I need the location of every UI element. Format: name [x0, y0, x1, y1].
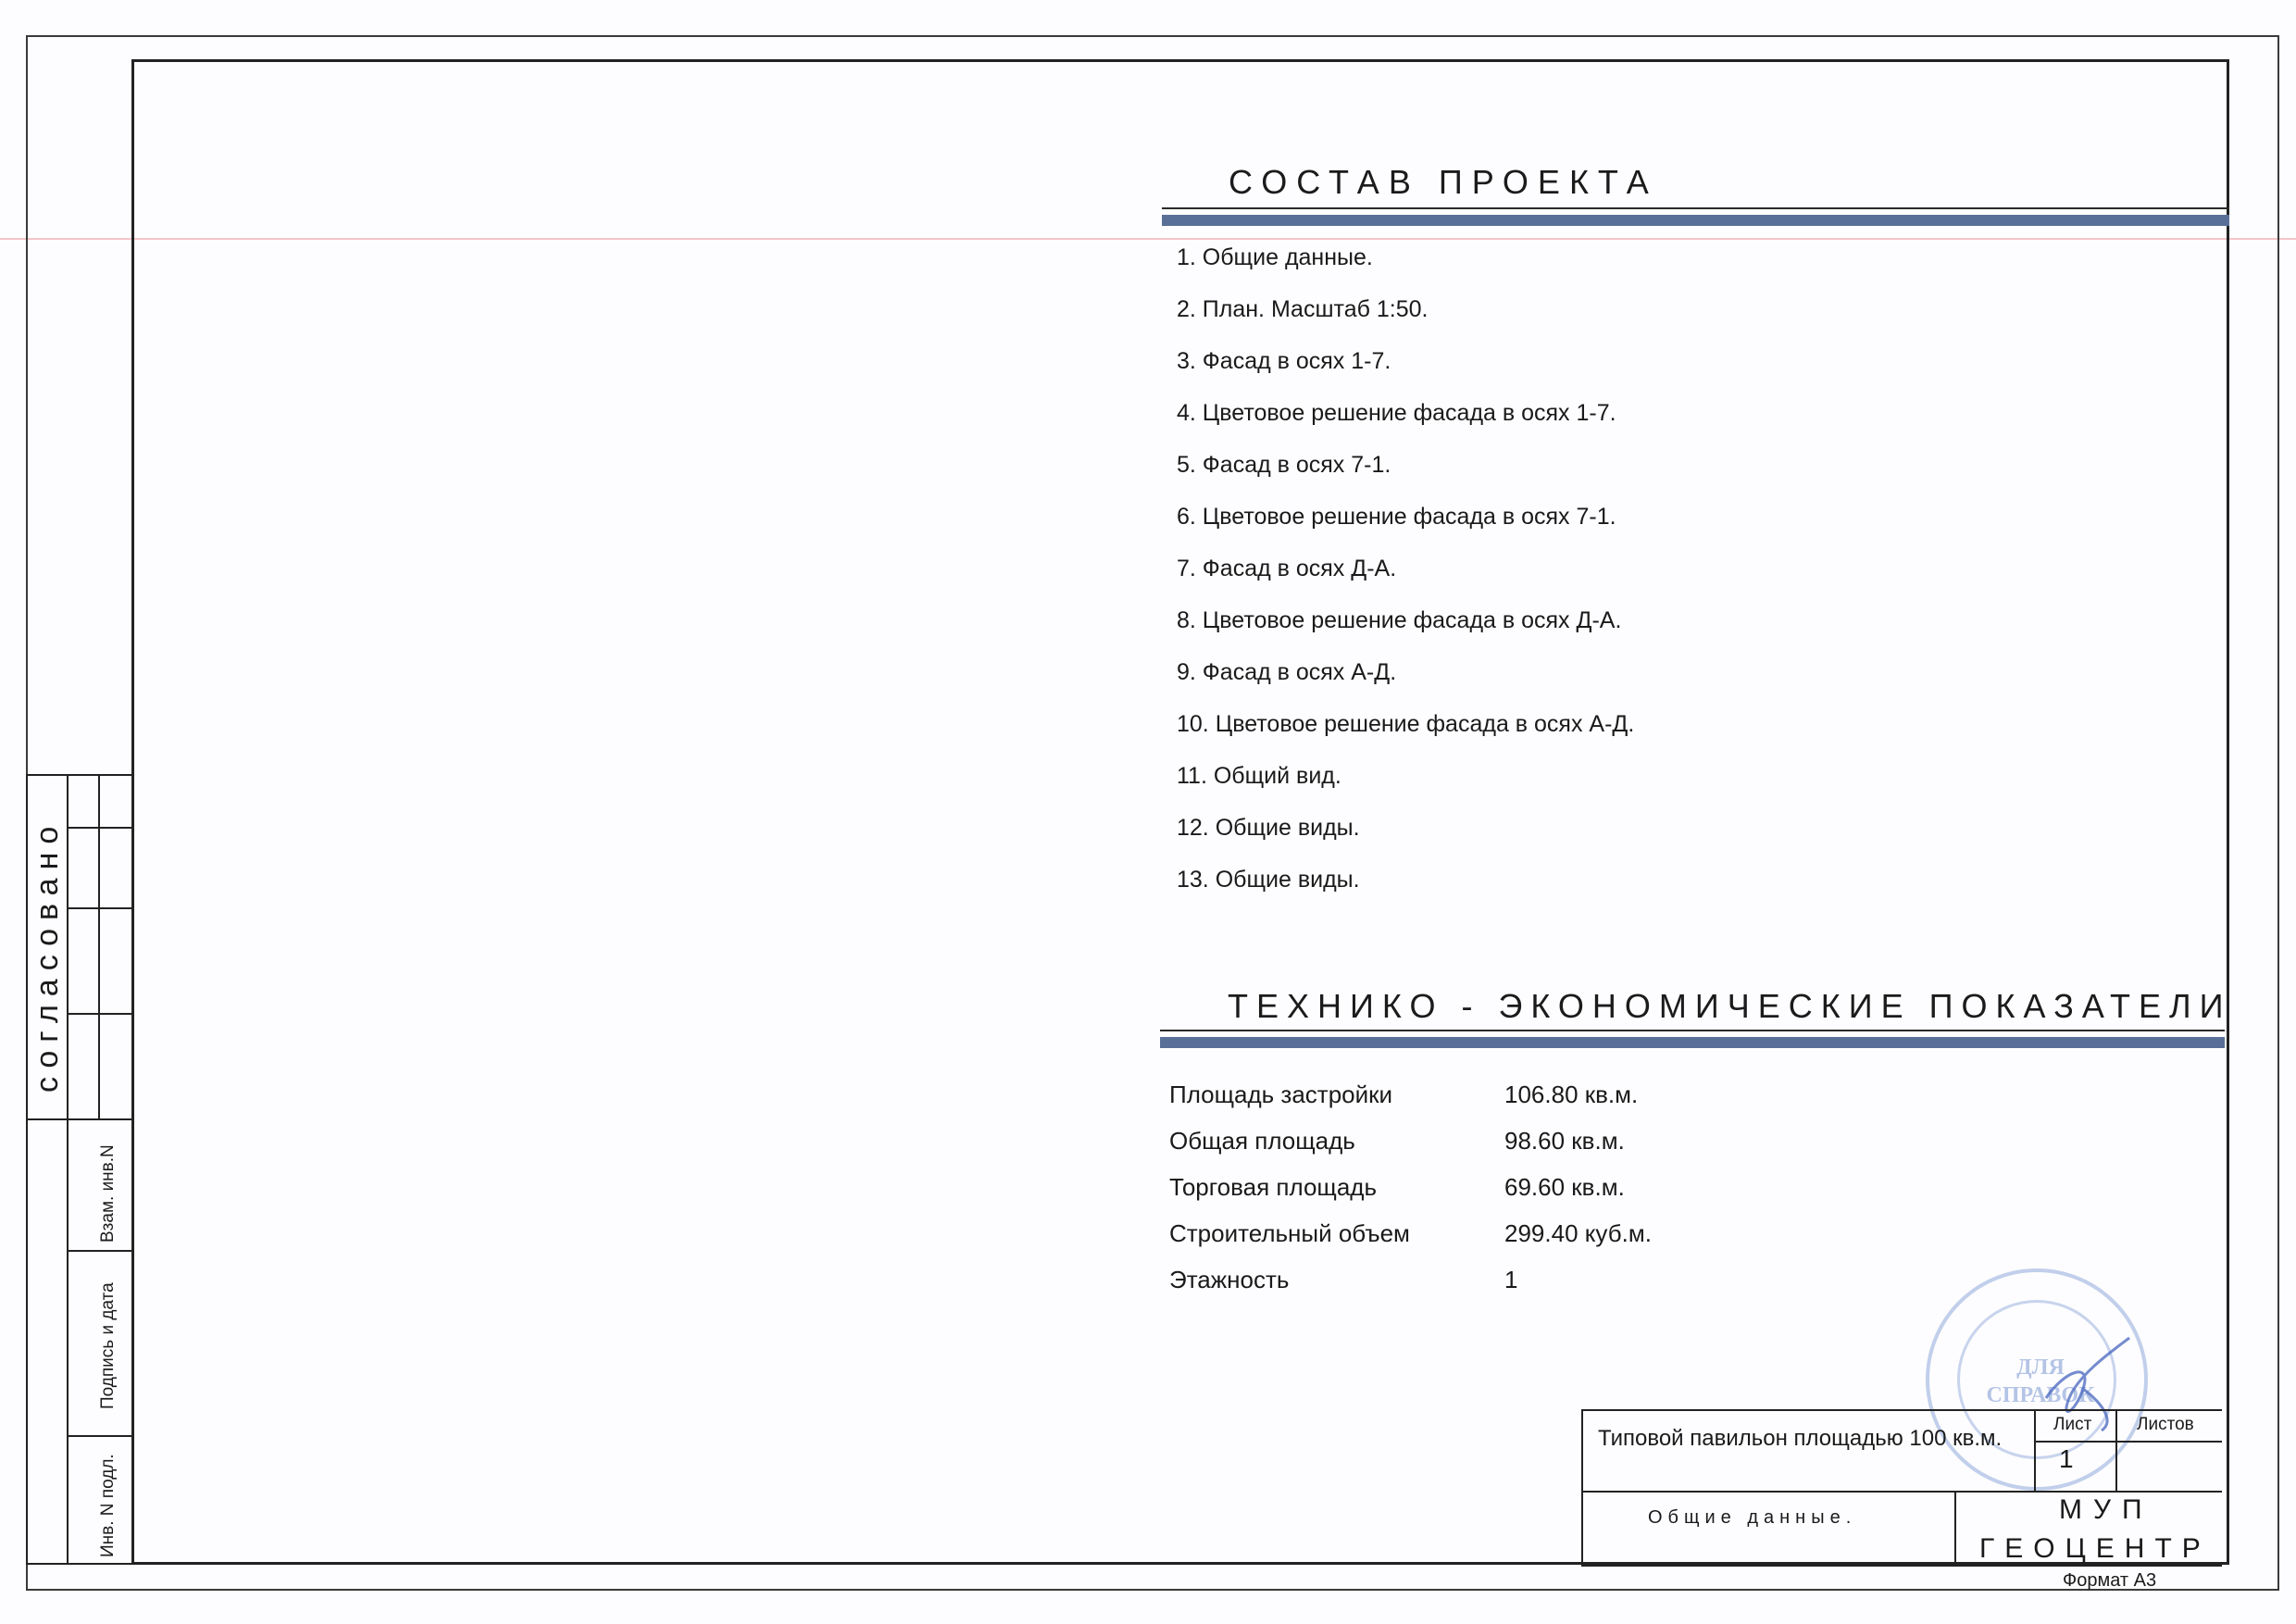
tb-left-line [1581, 1409, 1583, 1567]
composition-item: 1. Общие данные. [1177, 244, 1373, 270]
tb-sheet-divider [2034, 1409, 2036, 1491]
drawing-frame [131, 59, 2229, 1565]
composition-item: 5. Фасад в осях 7-1. [1177, 452, 1391, 478]
format-label: Формат А3 [2063, 1570, 2157, 1591]
inv-replace-label: Взам. инв.N [98, 1144, 118, 1243]
sheet-label: Лист [2053, 1415, 2092, 1434]
inv-original-label: Инв. N подл. [98, 1454, 118, 1557]
ls-col-line-1 [67, 774, 69, 1118]
ls-top-line [26, 774, 131, 776]
composition-item: 8. Цветовое решение фасада в осях Д-А. [1177, 607, 1622, 633]
indicator-value: 299.40 куб.м. [1504, 1219, 1652, 1247]
indicator-label: Этажность [1169, 1266, 1290, 1293]
composition-item: 7. Фасад в осях Д-А. [1177, 556, 1397, 581]
org-name-line2: ГЕОЦЕНТР [1979, 1533, 2211, 1564]
agreed-label: согласовано [30, 818, 65, 1093]
title-block [1581, 1409, 2222, 1567]
document-name: Общие данные. [1648, 1507, 1857, 1528]
indicator-value: 98.60 кв.м. [1504, 1127, 1625, 1155]
composition-item: 13. Общие виды. [1177, 867, 1360, 893]
tb-sheet-header-line [2034, 1441, 2222, 1443]
ls-col-line-3 [67, 1118, 69, 1565]
ls-row-line-3 [67, 1013, 131, 1015]
composition-item: 10. Цветовое решение фасада в осях А-Д. [1177, 711, 1635, 737]
indicator-label: Площадь застройки [1169, 1081, 1393, 1108]
composition-title: СОСТАВ ПРОЕКТА [1229, 163, 1658, 201]
seal-text: ДЛЯ СПРАВОК [1986, 1355, 2095, 1407]
composition-item: 4. Цветовое решение фасада в осях 1-7. [1177, 400, 1616, 426]
sheet-number: 1 [2059, 1444, 2074, 1473]
composition-title-rule [1162, 215, 2229, 226]
composition-item: 11. Общий вид. [1177, 763, 1341, 789]
ls-row-line-6 [67, 1435, 131, 1437]
composition-item: 3. Фасад в осях 1-7. [1177, 348, 1391, 374]
indicators-title-rule [1160, 1037, 2225, 1048]
sheets-label: Листов [2137, 1415, 2194, 1434]
indicator-value: 1 [1504, 1266, 1518, 1293]
indicator-label: Строительный объем [1169, 1219, 1410, 1247]
composition-item: 6. Цветовое решение фасада в осях 7-1. [1177, 504, 1616, 530]
left-approval-stamp [26, 774, 131, 1565]
tb-top-line [1581, 1409, 2222, 1411]
ls-row-line-1 [67, 827, 131, 829]
indicators-title: ТЕХНИКО - ЭКОНОМИЧЕСКИЕ ПОКАЗАТЕЛИ [1228, 987, 2232, 1025]
indicator-label: Торговая площадь [1169, 1173, 1377, 1201]
org-name-line1: МУП [2059, 1494, 2153, 1525]
tb-middle-line [1581, 1491, 2222, 1493]
ls-col-line-2 [98, 774, 100, 1118]
indicator-value: 69.60 кв.м. [1504, 1173, 1625, 1201]
indicators-title-line [1160, 1030, 2225, 1031]
composition-item: 2. План. Масштаб 1:50. [1177, 296, 1429, 322]
composition-item: 12. Общие виды. [1177, 815, 1360, 841]
project-name: Типовой павильон площадью 100 кв.м. [1598, 1426, 2003, 1451]
ls-left-line [26, 774, 28, 1565]
signature-date-label: Подпись и дата [98, 1282, 118, 1409]
indicator-label: Общая площадь [1169, 1127, 1355, 1155]
ls-row-line-5 [67, 1250, 131, 1252]
ls-bottom-line [26, 1563, 131, 1565]
ls-row-line-2 [67, 907, 131, 909]
tb-sheets-divider [2115, 1409, 2117, 1491]
tb-org-divider [1954, 1491, 1956, 1567]
tb-bottom-line [1581, 1565, 2222, 1567]
ls-row-line-4 [26, 1118, 131, 1120]
composition-title-line [1162, 207, 2229, 209]
composition-item: 9. Фасад в осях А-Д. [1177, 659, 1397, 685]
indicator-value: 106.80 кв.м. [1504, 1081, 1639, 1108]
